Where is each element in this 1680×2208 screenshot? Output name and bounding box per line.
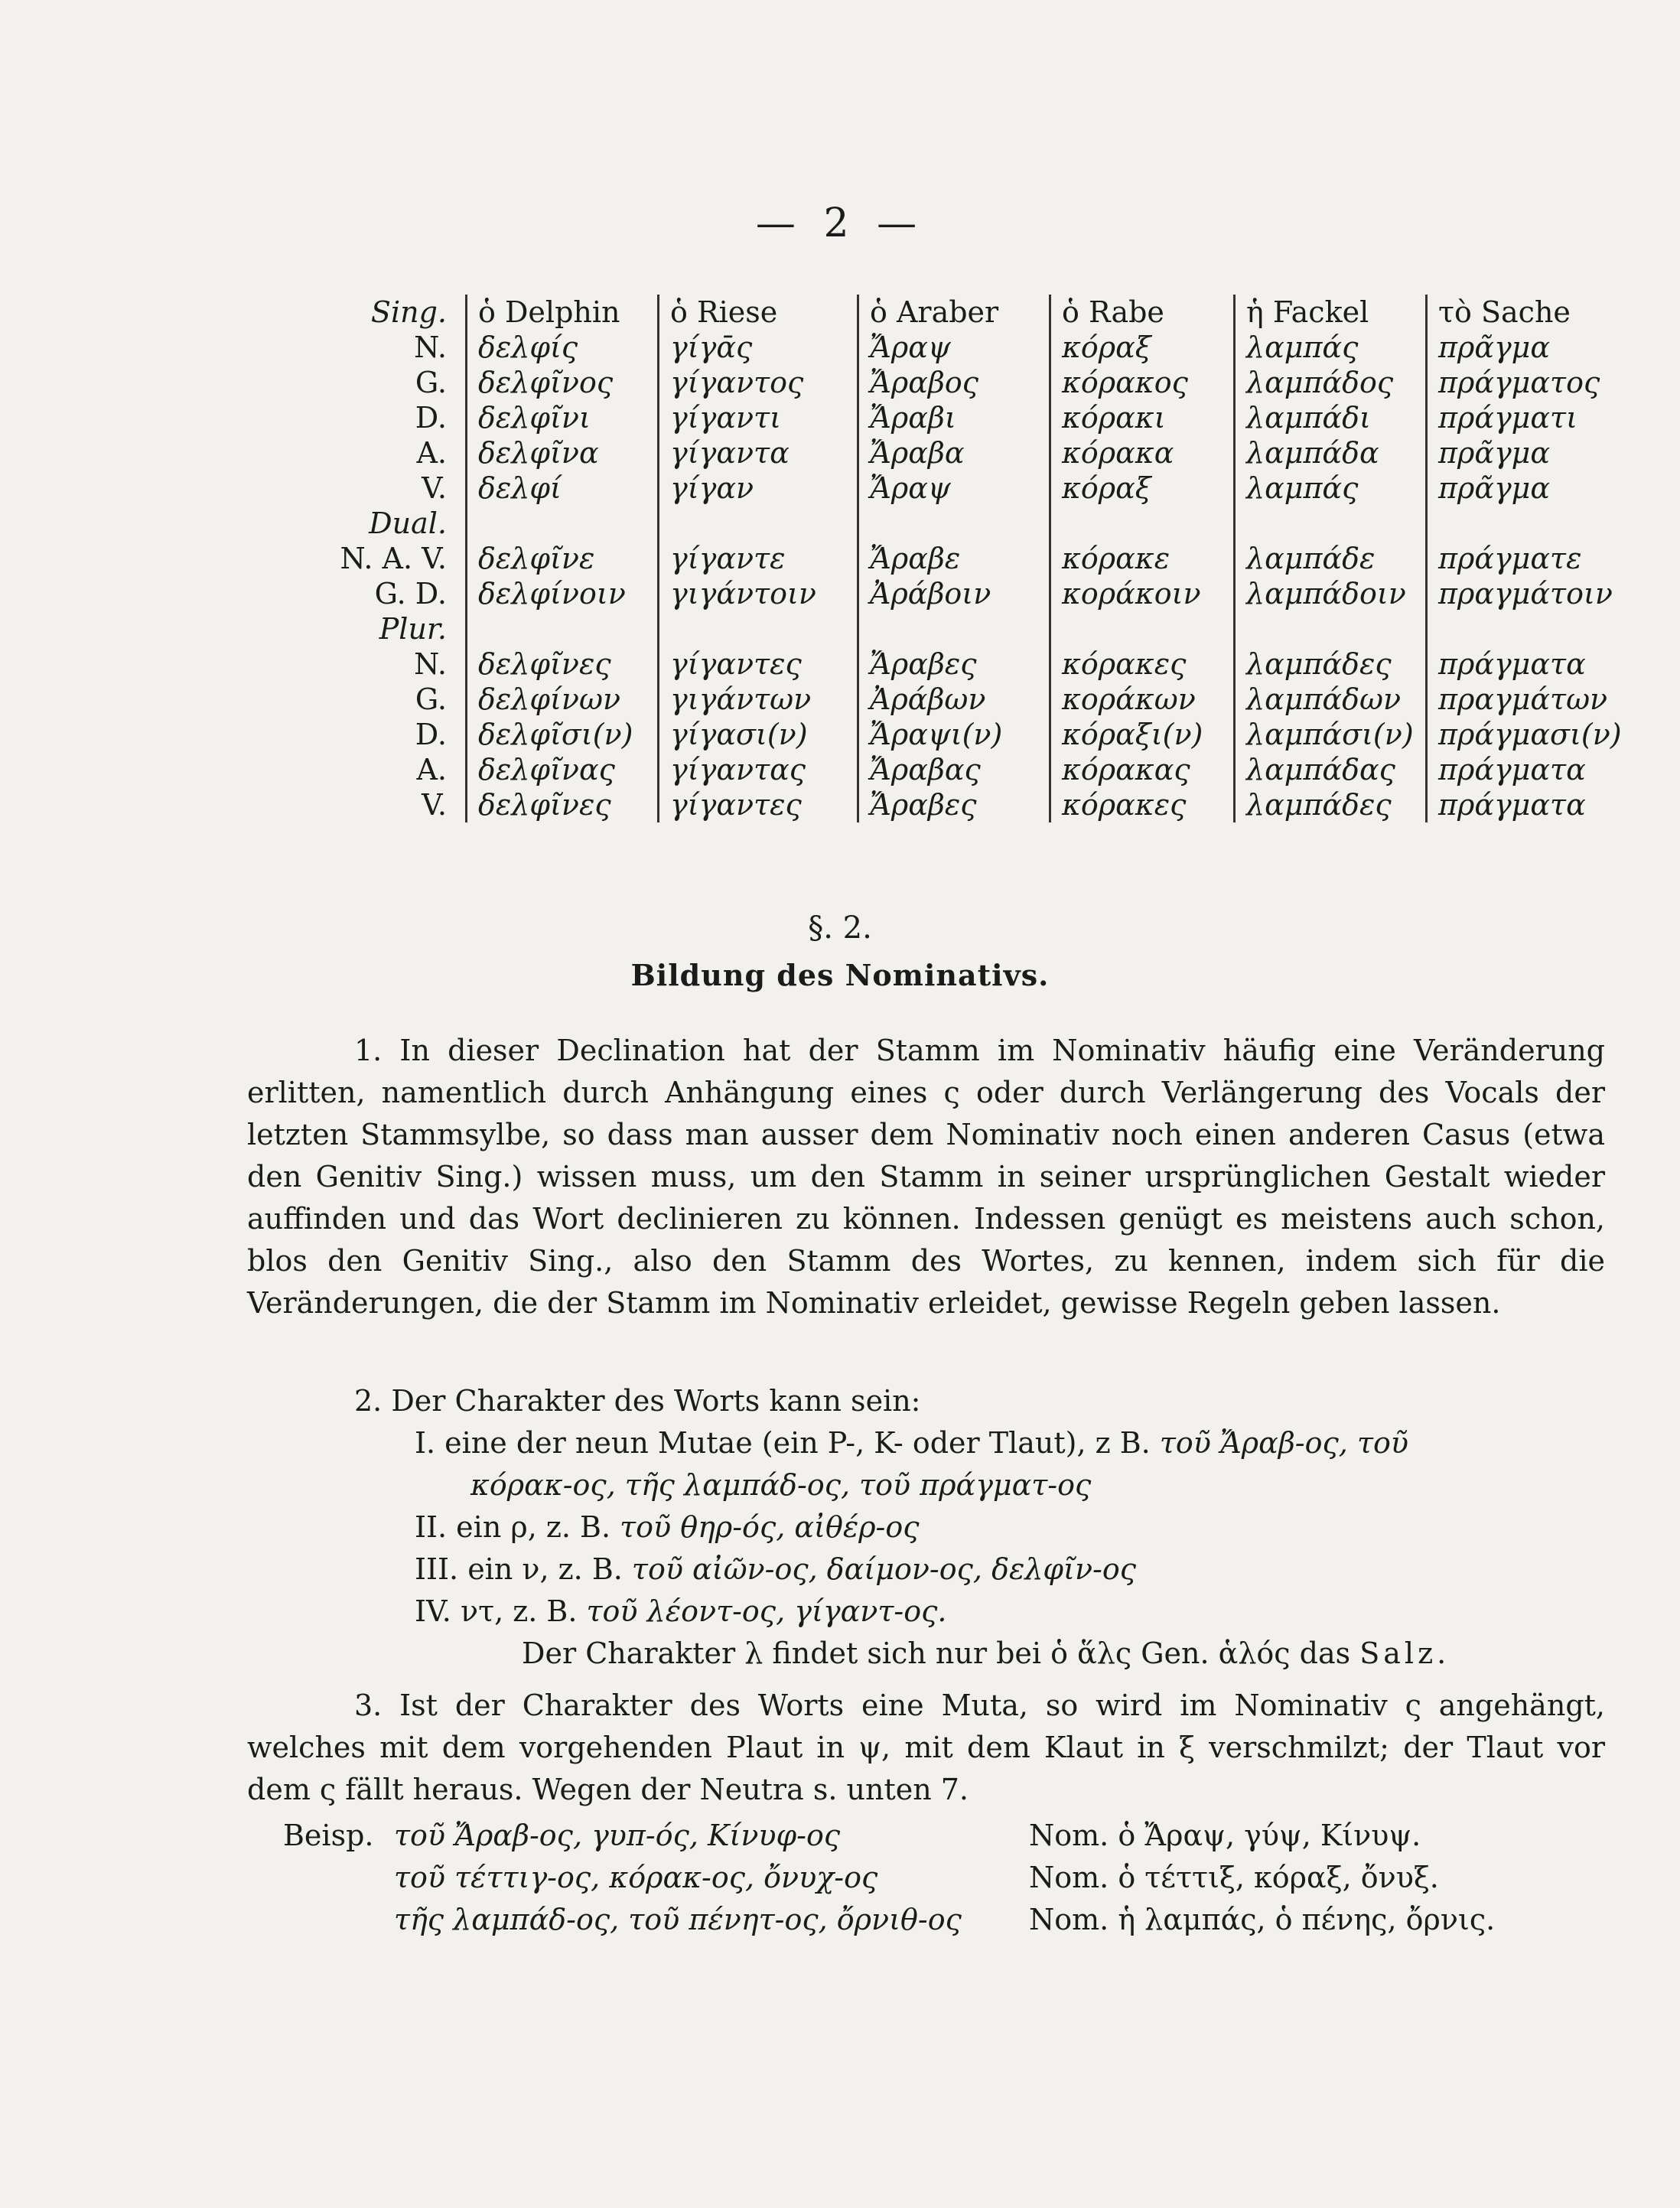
table-row [283,471,1633,506]
column-header: τὸ Sache [1427,295,1633,330]
form-cell: γίγαντι [659,400,858,435]
item-2-text: II. ein ρ, z. B. [415,1510,611,1544]
case-label: G. [415,366,447,399]
item-2-greek: τοῦ θηρ-ός, αἰθέρ-ος [620,1510,920,1544]
character-note-text: Der Charakter λ findet sich nur bei ὁ ἅλς Gen. ἁλός das [522,1636,1351,1670]
declension-table [283,295,1633,822]
table-row [283,541,1633,576]
form-cell: κόρακος [1050,365,1235,400]
form-cell: κόραξ [1050,471,1235,506]
label-plural: Plur. [379,612,447,646]
form-cell: γίγασι(ν) [659,717,858,752]
table-row [283,752,1633,787]
singular-rows [283,330,1633,506]
character-note-salz: Salz. [1359,1636,1450,1670]
form-cell: δελφίς [467,330,659,365]
form-cell: δελφίνοιν [467,576,659,611]
column-header: ὁ Araber [858,295,1050,330]
form-cell: λαμπάδοιν [1235,576,1427,611]
case-label: N. [414,331,447,364]
form-cell: Ἄραβος [858,365,1050,400]
form-cell: δελφῖνες [467,646,659,682]
plural-label-row [283,611,1633,646]
table-row [283,646,1633,682]
form-cell: γίγαν [659,471,858,506]
item-4-text: IV. ντ, z. B. [415,1594,578,1628]
case-label: V. [422,788,447,822]
case-label: D. [415,401,447,435]
form-cell: λαμπάδα [1235,435,1427,471]
form-cell: κόρακες [1050,787,1235,822]
form-cell: λαμπάς [1235,471,1427,506]
form-cell: γίγαντας [659,752,858,787]
item-4 [415,1591,946,1633]
table-row [283,400,1633,435]
form-cell: πρᾶγμα [1427,471,1633,506]
form-cell: γίγαντε [659,541,858,576]
section-mark: §. 2. [808,910,872,946]
section-title: Bildung des Nominativs. [630,958,1050,992]
form-cell: λαμπάδε [1235,541,1427,576]
example-left-3: τῆς λαμπάδ-ος, τοῦ πένητ-ος, ὄρνιθ-ος [394,1903,962,1936]
form-cell: πραγμάτοιν [1427,576,1633,611]
page-number: — 2 — [755,200,925,246]
dual-rows [283,541,1633,611]
form-cell: γίγαντος [659,365,858,400]
paragraph-1-text: 1. In dieser Declination hat der Stamm im Nominativ häufig eine Veränderung erlitten, namentlich durch Anhängung eines ς oder durch Verlängerung des Vocals der letzten Stammsylbe, so dass man ausser dem Nominativ noch einen anderen Casus (etwa den Genitiv Sing.) wissen muss, um den Stamm in seiner ursprünglichen Gestalt wieder auffinden und das Wort declinieren zu können. Indessen genügt es meistens auch schon, blos den Genitiv Sing., also den Stamm des Wortes, zu kennen, indem sich für die Veränderungen, die der Stamm im Nominativ erleidet, gewisse Regeln geben lassen. [247,1034,1605,1320]
form-cell: κόρακας [1050,752,1235,787]
example-right-1: Nom. ὁ Ἄραψ, γύψ, Κίνυψ. [1029,1819,1421,1852]
form-cell: γίγαντα [659,435,858,471]
example-right-3: Nom. ἡ λαμπάς, ὁ πένης, ὄρνις. [1029,1903,1496,1936]
form-cell: Ἄραβας [858,752,1050,787]
form-cell: γίγαντες [659,787,858,822]
form-cell: πράγματος [1427,365,1633,400]
case-label: N. A. V. [340,542,447,575]
form-cell: πράγματι [1427,400,1633,435]
item-1-line-b: κόρακ-ος, τῆς λαμπάδ-ος, τοῦ πράγματ-ος [470,1468,1092,1502]
dual-label-row [283,506,1633,541]
form-cell: κοράκων [1050,682,1235,717]
label-singular: Sing. [370,295,447,329]
character-note [522,1633,1450,1675]
form-cell: πράγματα [1427,752,1633,787]
form-cell: Ἄραψ [858,330,1050,365]
item-1-line-a [415,1422,1408,1464]
form-cell: γίγαντες [659,646,858,682]
form-cell: κόραξ [1050,330,1235,365]
form-cell: πράγμασι(ν) [1427,717,1633,752]
column-header: ὁ Rabe [1050,295,1235,330]
form-cell: κόραξι(ν) [1050,717,1235,752]
table-header-row [283,295,1633,330]
form-cell: δελφί [467,471,659,506]
form-cell: λαμπάδες [1235,787,1427,822]
label-dual: Dual. [369,506,447,540]
form-cell: λαμπάδι [1235,400,1427,435]
form-cell: λαμπάδας [1235,752,1427,787]
form-cell: δελφῖσι(ν) [467,717,659,752]
item-1-greek: τοῦ Ἄραβ-ος, τοῦ [1159,1426,1408,1460]
paragraph-1 [247,1030,1605,1324]
case-label: A. [416,753,447,786]
item-3 [415,1549,1136,1591]
form-cell: δελφῖνος [467,365,659,400]
table-row [283,682,1633,717]
form-cell: δελφῖνες [467,787,659,822]
form-cell: πραγμάτων [1427,682,1633,717]
form-cell: κόρακα [1050,435,1235,471]
case-label: V. [422,471,447,505]
form-cell: λαμπάσι(ν) [1235,717,1427,752]
form-cell: δελφῖνι [467,400,659,435]
form-cell: Ἀράβοιν [858,576,1050,611]
examples-label: Beisp. [283,1819,374,1852]
form-cell: πράγματα [1427,787,1633,822]
form-cell: λαμπάδων [1235,682,1427,717]
form-cell: πρᾶγμα [1427,330,1633,365]
paragraph-3 [247,1685,1605,1811]
item-3-text: III. ein ν, z. B. [415,1552,623,1586]
form-cell: Ἄραβι [858,400,1050,435]
form-cell: Ἄραβες [858,787,1050,822]
case-label: G. [415,682,447,716]
case-label: G. D. [374,577,447,611]
case-label: D. [415,718,447,751]
column-header: ὁ Riese [659,295,858,330]
table-row [283,717,1633,752]
item-3-greek: τοῦ αἰῶν-ος, δαίμον-ος, δελφῖν-ος [631,1552,1137,1586]
table-row [283,787,1633,822]
column-header: ὁ Delphin [467,295,659,330]
paragraph-3-text: 3. Ist der Charakter des Worts eine Muta, so wird im Nominativ ς angehängt, welches mit dem vorgehenden Plaut in ψ, mit dem Klaut in ξ verschmilzt; der Tlaut vor dem ς fällt heraus. Wegen der Neutra s. unten 7. [247,1689,1605,1806]
form-cell: πρᾶγμα [1427,435,1633,471]
item-4-greek: τοῦ λέοντ-ος, γίγαντ-ος. [586,1594,947,1628]
form-cell: κόρακε [1050,541,1235,576]
plural-rows [283,646,1633,822]
table-row [283,576,1633,611]
form-cell: κόρακι [1050,400,1235,435]
form-cell: κόρακες [1050,646,1235,682]
form-cell: Ἄραβε [858,541,1050,576]
example-left-2: τοῦ τέττιγ-ος, κόρακ-ος, ὄνυχ-ος [394,1861,878,1894]
form-cell: γιγάντων [659,682,858,717]
form-cell: Ἄραψ [858,471,1050,506]
form-cell: δελφῖνας [467,752,659,787]
form-cell: λαμπάδος [1235,365,1427,400]
example-left-1: τοῦ Ἄραβ-ος, γυπ-ός, Κίνυφ-ος [394,1819,841,1852]
item-2 [415,1506,920,1549]
form-cell: Ἀράβων [858,682,1050,717]
form-cell: πράγματε [1427,541,1633,576]
table-row [283,330,1633,365]
case-label: A. [416,436,447,470]
table-row [283,365,1633,400]
form-cell: γιγάντοιν [659,576,858,611]
example-right-2: Nom. ὁ τέττιξ, κόραξ, ὄνυξ. [1029,1861,1439,1894]
paragraph-2-intro: 2. Der Charakter des Worts kann sein: [354,1384,921,1418]
form-cell: Ἄραβα [858,435,1050,471]
form-cell: δελφῖνε [467,541,659,576]
form-cell: δελφῖνα [467,435,659,471]
form-cell: λαμπάς [1235,330,1427,365]
form-cell: πράγματα [1427,646,1633,682]
form-cell: κοράκοιν [1050,576,1235,611]
item-1-text: I. eine der neun Mutae (ein P-, K- oder Tlaut), z B. [415,1426,1151,1460]
form-cell: δελφίνων [467,682,659,717]
form-cell: Ἄραψι(ν) [858,717,1050,752]
column-header: ἡ Fackel [1235,295,1427,330]
table-row [283,435,1633,471]
case-label: N. [414,647,447,681]
form-cell: Ἄραβες [858,646,1050,682]
form-cell: γίγᾱς [659,330,858,365]
form-cell: λαμπάδες [1235,646,1427,682]
